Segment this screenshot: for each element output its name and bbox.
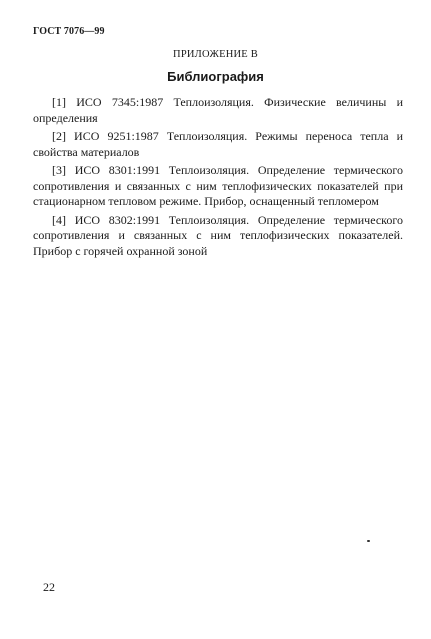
bibliography-entry: [1] ИСО 7345:1987 Теплоизоляция. Физические величины и определения [33, 95, 403, 125]
stray-mark [367, 540, 370, 542]
bibliography-entry: [3] ИСО 8301:1991 Теплоизоляция. Определение термического сопротивления и связанных с ним теплофизических показателей при стационарном тепловом режиме. Прибор, оснащенный тепломером [33, 163, 403, 208]
bibliography-list [33, 95, 403, 262]
appendix-label: ПРИЛОЖЕНИЕ В [173, 49, 258, 60]
document-header: ГОСТ 7076—99 [33, 26, 105, 37]
bibliography-entry: [2] ИСО 9251:1987 Теплоизоляция. Режимы переноса тепла и свойства материалов [33, 129, 403, 159]
page-number: 22 [43, 580, 55, 594]
bibliography-entry: [4] ИСО 8302:1991 Теплоизоляция. Определение термического сопротивления и связанных с ним теплофизических показателей. Прибор с горячей охранной зоной [33, 212, 403, 258]
section-title: Библиография [167, 69, 264, 84]
